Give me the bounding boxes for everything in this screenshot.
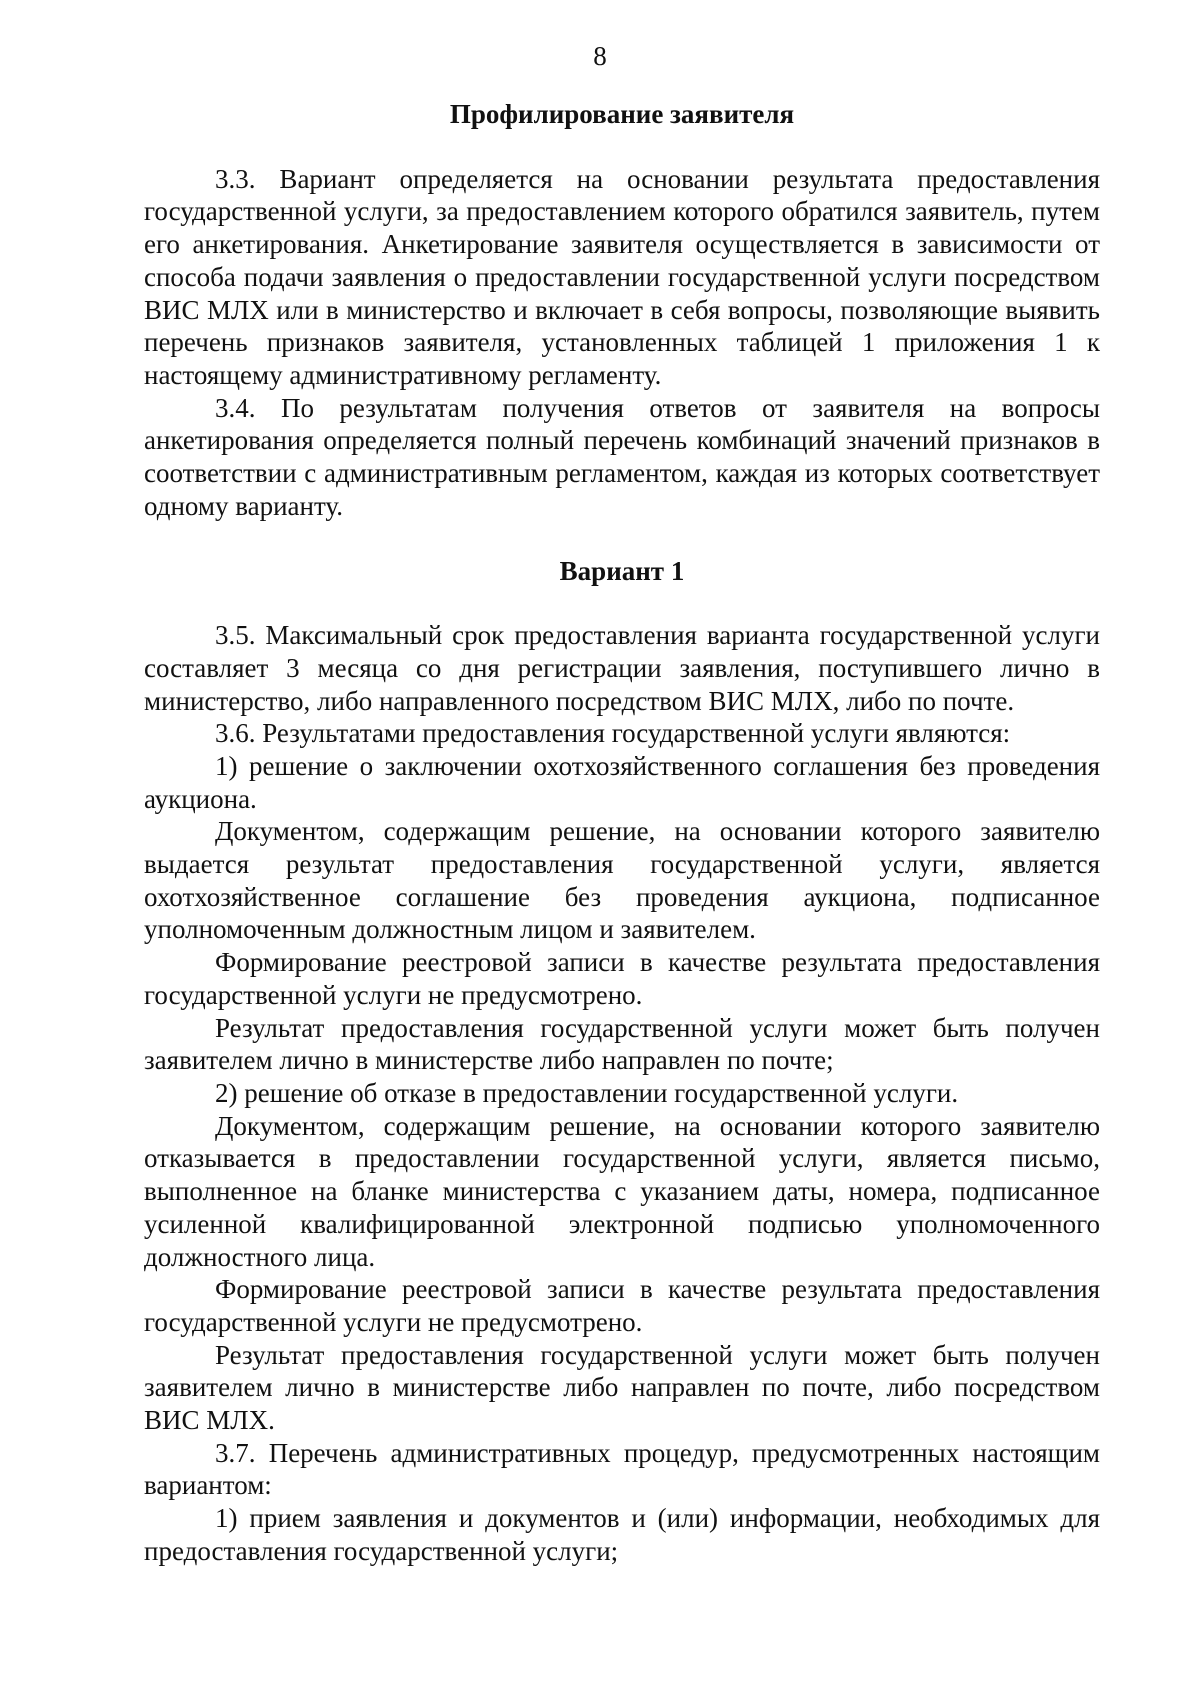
page-number: 8 bbox=[593, 41, 607, 71]
list-item-2-refusal: 2) решение об отказе в предоставлении государственной услуги. bbox=[215, 1077, 959, 1108]
paragraph-3-3: 3.3. Вариант определяется на основании результата предоставления государственной услуги, за предоставлением которого обратился заявитель, путем его анкетирования. Анкетирование заявителя осуществляется в зависимости от способа подачи заявления о предоставлении государственной услуги посредством ВИС МЛХ или в министерство и включает в себя вопросы, позволяющие выявить перечень признаков заявителя, установленных таблицей 1 приложения 1 к настоящему административному регламенту. bbox=[144, 163, 1100, 390]
list-item-1-result: 1) решение о заключении охотхозяйственного соглашения без проведения аукциона. bbox=[144, 750, 1100, 814]
paragraph-document-refusal-letter: Документом, содержащим решение, на основании которого заявителю отказывается в предоставлении государственной услуги, является письмо, выполненное на бланке министерства с указанием даты, номера, подписанное усиленной квалифицированной электронной подписью уполномоченного должностного лица. bbox=[144, 1110, 1100, 1272]
paragraph-registry-record-1: Формирование реестровой записи в качестве результата предоставления государственной услуги не предусмотрено. bbox=[144, 947, 1100, 1010]
paragraph-3-6: 3.6. Результатами предоставления государственной услуги являются: bbox=[215, 718, 1011, 749]
paragraph-result-delivery-2: Результат предоставления государственной услуги может быть получен заявителем лично в министерстве либо направлен по почте, либо посредством ВИС МЛХ. bbox=[144, 1339, 1100, 1436]
section-title-profiling: Профилирование заявителя bbox=[449, 99, 795, 129]
paragraph-3-5: 3.5. Максимальный срок предоставления варианта государственной услуги составляет 3 месяца со дня регистрации заявления, поступившего лично в министерство, либо направленного посредством ВИС МЛХ, либо по почте. bbox=[144, 620, 1100, 716]
paragraph-3-4: 3.4. По результатам получения ответов от заявителя на вопросы анкетирования определяется полный перечень комбинаций значений признаков в соответствии с административным регламентом, каждая из которых соответствует одному варианту. bbox=[144, 392, 1100, 521]
list-item-1-procedure: 1) прием заявления и документов и (или) информации, необходимых для предоставления государственной услуги; bbox=[144, 1503, 1100, 1566]
paragraph-registry-record-2: Формирование реестровой записи в качестве результата предоставления государственной услуги не предусмотрено. bbox=[144, 1274, 1100, 1337]
section-title-variant-1: Вариант 1 bbox=[559, 556, 685, 587]
paragraph-document-agreement: Документом, содержащим решение, на основании которого заявителю выдается результат предоставления государственной услуги, является охотхозяйственное соглашение без проведения аукциона, подписанное уполномоченным должностным лицом и заявителем. bbox=[144, 816, 1100, 945]
paragraph-result-delivery-1: Результат предоставления государственной услуги может быть получен заявителем лично в министерстве либо направлен по почте; bbox=[144, 1012, 1100, 1076]
page-content bbox=[144, 98, 1100, 1568]
paragraph-3-7: 3.7. Перечень административных процедур, предусмотренных настоящим вариантом: bbox=[144, 1437, 1100, 1501]
